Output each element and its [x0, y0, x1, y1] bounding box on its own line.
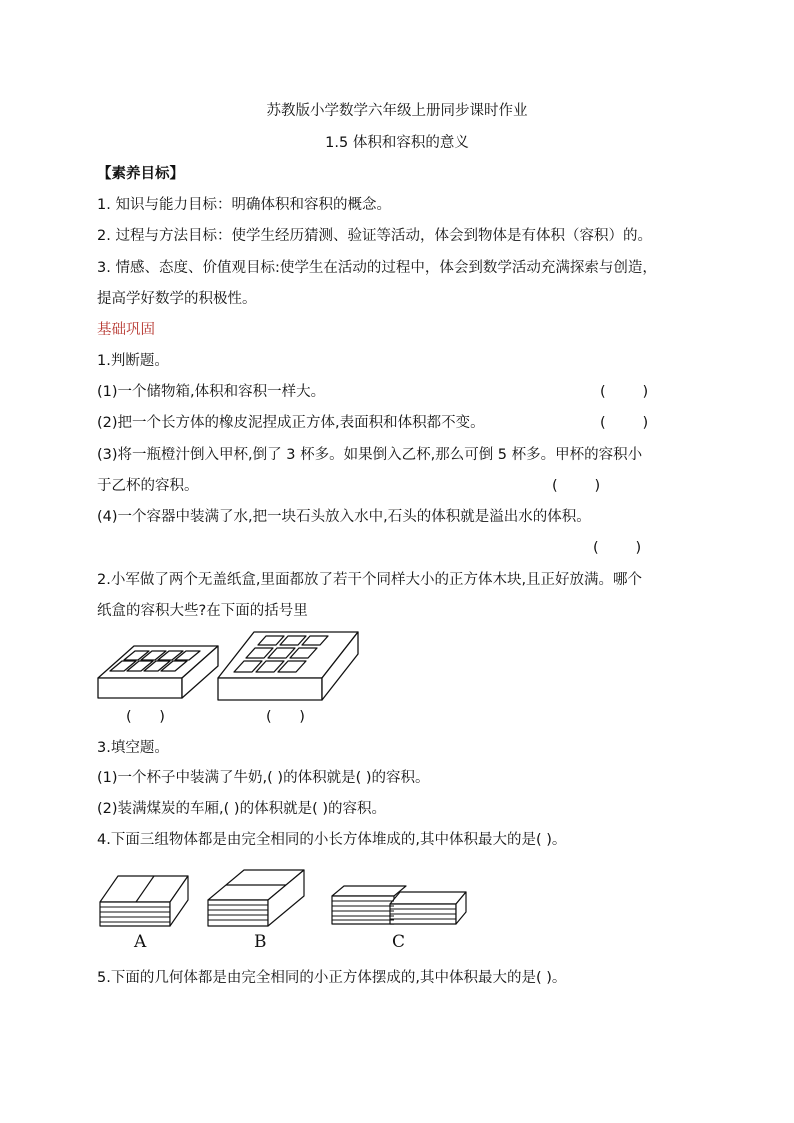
stack-c-top-left [332, 886, 406, 896]
stack-label-a: A [134, 932, 147, 952]
stack-c-top-right [390, 892, 466, 904]
document-title: 苏教版小学数学六年级上册同步课时作业 [266, 103, 528, 119]
q5-text: 5.下面的几何体都是由完全相同的小正方体摆成的,其中体积最大的是( )。 [97, 970, 567, 986]
q1-answer-blank-1[interactable]: ( ) [600, 384, 649, 400]
goal-item-2: 2. 过程与方法目标：使学生经历猜测、验证等活动，体会到物体是有体积（容积）的。 [97, 228, 652, 244]
stack-b-front [208, 900, 268, 926]
q2-text-line-1: 2.小军做了两个无盖纸盒,里面都放了若干个同样大小的正方体木块,且正好放满。哪个 [97, 572, 643, 588]
goals-heading: 【素养目标】 [97, 166, 184, 182]
q1-item-3: (3)将一瓶橙汁倒入甲杯,倒了 3 杯多。如果倒入乙杯,那么可倒 5 杯多。甲杯的容积小 [97, 447, 643, 463]
section-heading-basics: 基础巩固 [97, 322, 155, 338]
q1-answer-blank-3[interactable]: ( ) [552, 478, 601, 494]
q3-item-1: (1)一个杯子中装满了牛奶,( )的体积就是( )的容积。 [97, 770, 430, 786]
q1-item-4: (4)一个容器中装满了水,把一块石头放入水中,石头的体积就是溢出水的体积。 [97, 509, 591, 525]
q1-item-3-cont: 于乙杯的容积。 [97, 478, 199, 494]
q3-title: 3.填空题。 [97, 740, 169, 756]
q4-text: 4.下面三组物体都是由完全相同的小长方体堆成的,其中体积最大的是( )。 [97, 832, 567, 848]
q2-answer-blank-1[interactable]: ( ) [126, 709, 165, 725]
q1-title: 1.判断题。 [97, 353, 169, 369]
q1-item-2: (2)把一个长方体的橡皮泥捏成正方体,表面积和体积都不变。 [97, 415, 485, 431]
box1-front [98, 678, 182, 698]
goal-item-3: 3. 情感、态度、价值观目标:使学生在活动的过程中，体会到数学活动充满探索与创造， [97, 260, 657, 276]
q1-item-1: (1)一个储物箱,体积和容积一样大。 [97, 384, 326, 400]
q1-answer-blank-2[interactable]: ( ) [600, 415, 649, 431]
q3-item-2: (2)装满煤炭的车厢,( )的体积就是( )的容积。 [97, 801, 386, 817]
stack-label-b: B [254, 932, 267, 952]
stack-label-c: C [392, 932, 406, 952]
q2-answer-blank-2[interactable]: ( ) [266, 709, 305, 725]
lesson-title: 1.5 体积和容积的意义 [325, 135, 469, 151]
q2-boxes-figure [94, 628, 374, 704]
q2-text-line-2: 纸盒的容积大些?在下面的括号里 [97, 603, 308, 619]
q1-answer-blank-4[interactable]: ( ) [593, 540, 642, 556]
q4-stacks-figure [96, 862, 476, 932]
goal-item-1: 1. 知识与能力目标：明确体积和容积的概念。 [97, 197, 391, 213]
goal-item-3-cont: 提高学好数学的积极性。 [97, 291, 257, 307]
box2-front [218, 678, 322, 700]
